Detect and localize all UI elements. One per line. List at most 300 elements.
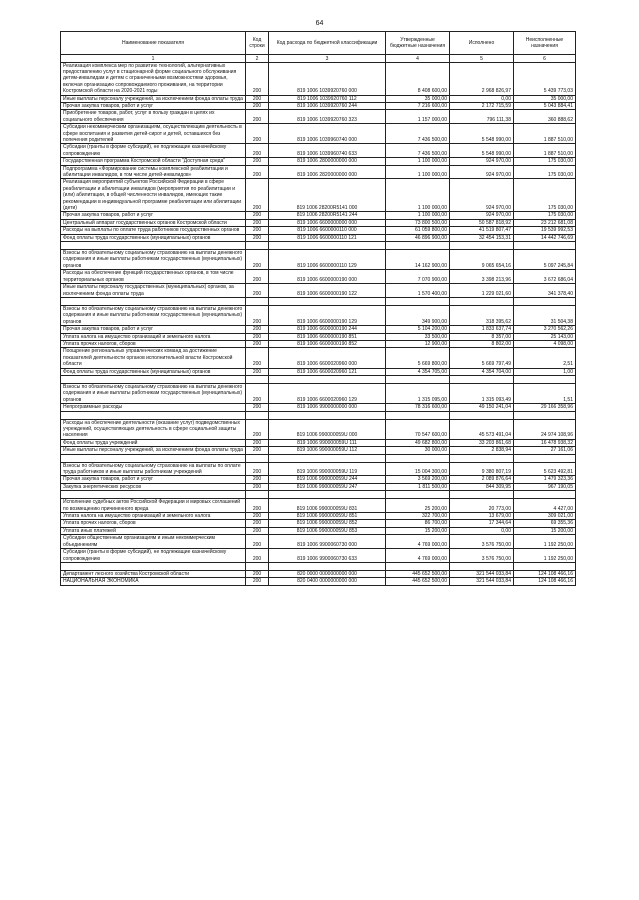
- table-row: [61, 242, 576, 250]
- row-line-code: 200: [246, 447, 269, 454]
- row-budget-code: 819 1006 1039920760 000: [269, 62, 386, 95]
- row-executed: [450, 562, 514, 570]
- table-row: [61, 297, 576, 305]
- row-budget-code: [269, 491, 386, 499]
- row-name: Центральный аппарат государственных органов Костромской области: [61, 219, 246, 226]
- row-budget-code: 819 1006 990000059U 247: [269, 483, 386, 490]
- row-budget-code: [269, 411, 386, 419]
- row-budget-code: 820 0000 0000000000 000: [269, 570, 386, 577]
- row-name: [61, 562, 246, 570]
- row-budget-code: 819 1006 990000059U 111: [269, 439, 386, 446]
- row-name: Уплата налога на имущество организаций и земельного налога: [61, 513, 246, 520]
- row-approved: 4 769 000,00: [386, 535, 450, 549]
- row-name: Прочая закупка товаров, работ и услуг: [61, 212, 246, 219]
- row-unexecuted: 19 539 992,53: [514, 227, 576, 234]
- row-name: Уплата налога на имущество организаций и земельного налога: [61, 333, 246, 340]
- table-row: [61, 520, 576, 527]
- row-line-code: 200: [246, 219, 269, 226]
- row-unexecuted: 5 097 245,84: [514, 250, 576, 270]
- row-executed: 0,00: [450, 95, 514, 102]
- row-name: [61, 491, 246, 499]
- table-row: [61, 549, 576, 563]
- row-approved: 1 100 000,00: [386, 165, 450, 179]
- row-line-code: 200: [246, 227, 269, 234]
- row-approved: 5 104 200,00: [386, 326, 450, 333]
- row-unexecuted: 124 108 466,16: [514, 570, 576, 577]
- table-row: [61, 570, 576, 577]
- row-approved: [386, 454, 450, 462]
- row-executed: 5 548 990,00: [450, 144, 514, 158]
- row-line-code: 200: [246, 462, 269, 476]
- table-row: [61, 305, 576, 325]
- row-approved: 1 570 400,00: [386, 284, 450, 298]
- column-number: 6: [514, 55, 576, 63]
- row-line-code: 200: [246, 549, 269, 563]
- table-row: [61, 144, 576, 158]
- row-approved: 14 162 900,00: [386, 250, 450, 270]
- table-row: [61, 562, 576, 570]
- row-approved: 7 436 500,00: [386, 144, 450, 158]
- row-executed: 924 970,00: [450, 158, 514, 165]
- row-unexecuted: 175 030,00: [514, 212, 576, 219]
- row-unexecuted: 5 623 492,81: [514, 462, 576, 476]
- row-executed: 33 203 861,68: [450, 439, 514, 446]
- table-body: [61, 62, 576, 585]
- table-row: [61, 535, 576, 549]
- column-number: 2: [246, 55, 269, 63]
- row-line-code: 200: [246, 368, 269, 375]
- row-name: Взносы по обязательному социальному страхованию на выплаты денежного содержания и иные выплаты работникам государственных (муниципальных) органов: [61, 305, 246, 325]
- row-approved: 5 669 800,00: [386, 348, 450, 368]
- table-row: [61, 212, 576, 219]
- row-unexecuted: 1 887 510,00: [514, 124, 576, 144]
- row-name: НАЦИОНАЛЬНАЯ ЭКОНОМИКА: [61, 578, 246, 585]
- row-line-code: [246, 454, 269, 462]
- row-approved: 25 200,00: [386, 499, 450, 513]
- row-executed: 41 519 807,47: [450, 227, 514, 234]
- row-approved: 35 000,00: [386, 95, 450, 102]
- row-name: [61, 297, 246, 305]
- row-unexecuted: 175 030,00: [514, 158, 576, 165]
- row-line-code: 200: [246, 535, 269, 549]
- row-name: Реализация мероприятий субъектов Российской Федерации в сфере реабилитации и абилитации инвалидов (мероприятия по реабилитации и (или) абилитации, в общей численности инвалидов, имеющих такие рекомендации в индивидуальной программе реабилитации или абилитации (дети): [61, 179, 246, 212]
- row-budget-code: 819 1006 6600000000 000: [269, 219, 386, 226]
- row-line-code: 200: [246, 179, 269, 212]
- row-executed: 844 309,95: [450, 483, 514, 490]
- header-line-code: Код строки: [246, 32, 269, 55]
- row-executed: 318 395,62: [450, 305, 514, 325]
- table-row: [61, 102, 576, 109]
- table-row: [61, 179, 576, 212]
- header-indicator-name: Наименование показателя: [61, 32, 246, 55]
- row-line-code: 200: [246, 527, 269, 534]
- page-number: 64: [315, 20, 324, 27]
- row-line-code: 200: [246, 165, 269, 179]
- row-name: Расходы на выплаты по оплате труда работников государственных органов: [61, 227, 246, 234]
- row-executed: 1 315 093,49: [450, 383, 514, 403]
- row-approved: 1 157 000,00: [386, 110, 450, 124]
- row-budget-code: 819 1006 6600020960 129: [269, 383, 386, 403]
- row-approved: 7 436 500,00: [386, 124, 450, 144]
- row-name: Взносы по обязательному социальному страхованию на выплаты по оплате труда работников и иные выплаты работникам учреждений: [61, 462, 246, 476]
- row-name: Уплата прочих налогов, сборов: [61, 520, 246, 527]
- row-budget-code: [269, 562, 386, 570]
- row-name: Субсидии (гранты в форме субсидий), не подлежащие казначейскому сопровождению: [61, 144, 246, 158]
- row-executed: 924 970,00: [450, 212, 514, 219]
- row-executed: 4 354 704,00: [450, 368, 514, 375]
- row-budget-code: [269, 297, 386, 305]
- row-line-code: 200: [246, 95, 269, 102]
- row-name: [61, 411, 246, 419]
- row-budget-code: 819 1006 6600000190 852: [269, 340, 386, 347]
- row-unexecuted: 14 442 746,69: [514, 234, 576, 241]
- row-executed: [450, 375, 514, 383]
- row-executed: 1 229 021,60: [450, 284, 514, 298]
- row-approved: 15 200,00: [386, 527, 450, 534]
- row-approved: 1 100 000,00: [386, 179, 450, 212]
- row-line-code: 200: [246, 476, 269, 483]
- row-line-code: 200: [246, 340, 269, 347]
- row-executed: 8 357,00: [450, 333, 514, 340]
- row-executed: 2 089 876,64: [450, 476, 514, 483]
- row-unexecuted: [514, 411, 576, 419]
- row-approved: 33 500,00: [386, 333, 450, 340]
- row-name: Закупка энергетических ресурсов: [61, 483, 246, 490]
- row-name: Взносы по обязательному социальному страхованию на выплаты денежного содержания и иные выплаты работникам государственных (муниципальных) органов: [61, 383, 246, 403]
- row-approved: 4 769 000,00: [386, 549, 450, 563]
- table-row: [61, 250, 576, 270]
- header-unexecuted: Неисполненные назначения: [514, 32, 576, 55]
- row-line-code: 200: [246, 383, 269, 403]
- row-budget-code: 819 1006 6600000110 000: [269, 227, 386, 234]
- table-row: [61, 333, 576, 340]
- row-approved: 322 700,00: [386, 513, 450, 520]
- row-unexecuted: 29 166 358,96: [514, 404, 576, 411]
- row-unexecuted: 124 108 466,16: [514, 578, 576, 585]
- table-row: [61, 483, 576, 490]
- row-name: Субсидии общественным организациям и иным некоммерческим объединениям: [61, 535, 246, 549]
- table-row: [61, 348, 576, 368]
- row-name: Прочая закупка товаров, работ и услуг: [61, 476, 246, 483]
- row-budget-code: 819 1006 28200R5141 244: [269, 212, 386, 219]
- row-line-code: 200: [246, 419, 269, 439]
- row-approved: 1 100 000,00: [386, 212, 450, 219]
- row-unexecuted: 3 672 686,04: [514, 270, 576, 284]
- row-name: Непрограммные расходы: [61, 404, 246, 411]
- row-approved: 1 811 500,00: [386, 483, 450, 490]
- row-unexecuted: 175 030,00: [514, 165, 576, 179]
- row-line-code: [246, 491, 269, 499]
- row-approved: [386, 297, 450, 305]
- row-budget-code: 819 1006 1039920760 323: [269, 110, 386, 124]
- table-row: [61, 95, 576, 102]
- row-approved: 49 682 800,00: [386, 439, 450, 446]
- header-budget-code: Код расхода по бюджетной классификации: [269, 32, 386, 55]
- row-line-code: 200: [246, 124, 269, 144]
- row-unexecuted: 31 504,38: [514, 305, 576, 325]
- row-approved: 349 900,00: [386, 305, 450, 325]
- row-budget-code: 819 1006 9900000000 000: [269, 404, 386, 411]
- row-unexecuted: [514, 454, 576, 462]
- row-unexecuted: 69 355,36: [514, 520, 576, 527]
- table-row: [61, 411, 576, 419]
- row-approved: [386, 375, 450, 383]
- row-approved: 1 100 000,00: [386, 158, 450, 165]
- row-budget-code: 819 1006 990000059U 000: [269, 419, 386, 439]
- table-header-row: [61, 32, 576, 55]
- row-unexecuted: 1 192 250,00: [514, 535, 576, 549]
- row-executed: 3 576 750,00: [450, 549, 514, 563]
- row-unexecuted: 309 021,00: [514, 513, 576, 520]
- row-executed: 2 838,94: [450, 447, 514, 454]
- row-budget-code: 819 1006 990000059U 244: [269, 476, 386, 483]
- row-unexecuted: 967 190,05: [514, 483, 576, 490]
- table-row: [61, 383, 576, 403]
- column-number: 1: [61, 55, 246, 63]
- row-line-code: 200: [246, 483, 269, 490]
- row-line-code: [246, 411, 269, 419]
- row-approved: [386, 491, 450, 499]
- row-line-code: 200: [246, 326, 269, 333]
- row-executed: 20 773,00: [450, 499, 514, 513]
- row-unexecuted: 341 378,40: [514, 284, 576, 298]
- row-name: Государственная программа Костромской области "Доступная среда": [61, 158, 246, 165]
- row-line-code: 200: [246, 439, 269, 446]
- row-line-code: 200: [246, 102, 269, 109]
- row-budget-code: 820 0400 0000000000 000: [269, 578, 386, 585]
- table-row: [61, 527, 576, 534]
- row-executed: 8 802,00: [450, 340, 514, 347]
- row-executed: 45 573 491,04: [450, 419, 514, 439]
- row-executed: 924 970,00: [450, 179, 514, 212]
- row-budget-code: 819 1006 6600000190 851: [269, 333, 386, 340]
- row-line-code: 200: [246, 234, 269, 241]
- row-unexecuted: 1 479 323,36: [514, 476, 576, 483]
- row-budget-code: 819 1006 6600020960 000: [269, 348, 386, 368]
- row-name: Фонд оплаты труда государственных (муниципальных) органов: [61, 368, 246, 375]
- row-budget-code: 819 1006 990000059U 851: [269, 513, 386, 520]
- column-number: 4: [386, 55, 450, 63]
- row-name: Уплата иных платежей: [61, 527, 246, 534]
- row-budget-code: 819 1006 6600000190 122: [269, 284, 386, 298]
- row-budget-code: 819 1006 6600000190 000: [269, 270, 386, 284]
- row-name: [61, 375, 246, 383]
- row-executed: 5 548 990,00: [450, 124, 514, 144]
- row-approved: 8 408 600,00: [386, 62, 450, 95]
- table-row: [61, 578, 576, 585]
- row-budget-code: 819 1006 1039920760 112: [269, 95, 386, 102]
- row-line-code: [246, 297, 269, 305]
- table-row: [61, 513, 576, 520]
- row-executed: 3 398 213,96: [450, 270, 514, 284]
- table-row: [61, 375, 576, 383]
- row-approved: 1 315 095,00: [386, 383, 450, 403]
- table-row: [61, 110, 576, 124]
- row-line-code: 200: [246, 144, 269, 158]
- row-budget-code: 819 1006 990000059U 852: [269, 520, 386, 527]
- row-executed: 0,00: [450, 527, 514, 534]
- row-approved: 12 900,00: [386, 340, 450, 347]
- row-budget-code: 819 1006 2800000000 000: [269, 158, 386, 165]
- row-executed: 796 111,38: [450, 110, 514, 124]
- row-name: Приобретение товаров, работ, услуг в пользу граждан в целях их социального обеспечения: [61, 110, 246, 124]
- row-budget-code: [269, 242, 386, 250]
- row-name: Фонд оплаты труда государственных (муниципальных) органов: [61, 234, 246, 241]
- row-budget-code: 819 1006 6600020960 121: [269, 368, 386, 375]
- table-row: [61, 476, 576, 483]
- row-line-code: [246, 562, 269, 570]
- table-row: [61, 158, 576, 165]
- header-approved: Утвержденные бюджетные назначения: [386, 32, 450, 55]
- table-row: [61, 491, 576, 499]
- row-budget-code: 819 1006 990000059U 112: [269, 447, 386, 454]
- row-approved: 445 652 500,00: [386, 578, 450, 585]
- row-unexecuted: 1,00: [514, 368, 576, 375]
- table-row: [61, 284, 576, 298]
- row-budget-code: 819 1006 6600000110 121: [269, 234, 386, 241]
- row-name: [61, 242, 246, 250]
- row-name: Субсидии некоммерческим организациям, осуществляющим деятельность в сфере воспитания и развития детей-сирот и детей, оставшихся без попечения родителей: [61, 124, 246, 144]
- row-unexecuted: 5 439 773,03: [514, 62, 576, 95]
- table-row: [61, 234, 576, 241]
- table-row: [61, 165, 576, 179]
- budget-execution-table: [60, 31, 576, 586]
- row-name: Реализация комплекса мер по развитию технологий, альтернативных предоставлению услуг в стационарной форме социального обслуживания детям-инвалидам и детям с ограниченными возможностями здоровья, включая организацию сопровождаемого проживания, на территории Костромской области на 2020-2021 годы: [61, 62, 246, 95]
- row-executed: 9 380 807,19: [450, 462, 514, 476]
- row-approved: 30 000,00: [386, 447, 450, 454]
- row-budget-code: 819 1006 2820000000 000: [269, 165, 386, 179]
- row-budget-code: [269, 454, 386, 462]
- row-name: Иные выплаты персоналу учреждений, за исключением фонда оплаты труда: [61, 447, 246, 454]
- row-approved: 15 004 300,00: [386, 462, 450, 476]
- row-approved: 73 800 500,00: [386, 219, 450, 226]
- row-unexecuted: 3 270 562,26: [514, 326, 576, 333]
- table-row: [61, 404, 576, 411]
- row-name: [61, 454, 246, 462]
- row-line-code: 200: [246, 348, 269, 368]
- row-executed: 32 454 153,31: [450, 234, 514, 241]
- table-row: [61, 462, 576, 476]
- table-row: [61, 499, 576, 513]
- row-line-code: 200: [246, 499, 269, 513]
- table-row: [61, 124, 576, 144]
- row-unexecuted: 24 974 108,96: [514, 419, 576, 439]
- column-number: 3: [269, 55, 386, 63]
- row-unexecuted: [514, 375, 576, 383]
- row-executed: 3 576 750,00: [450, 535, 514, 549]
- row-executed: 1 833 637,74: [450, 326, 514, 333]
- table-row: [61, 419, 576, 439]
- table-row: [61, 219, 576, 226]
- row-name: Иные выплаты персоналу государственных (муниципальных) органов, за исключением фонда оплаты труда: [61, 284, 246, 298]
- column-number: 5: [450, 55, 514, 63]
- table-row: [61, 62, 576, 95]
- row-approved: 46 896 900,00: [386, 234, 450, 241]
- row-budget-code: 819 1006 9900060730 633: [269, 549, 386, 563]
- row-budget-code: 819 1006 6600000190 244: [269, 326, 386, 333]
- table-row: [61, 340, 576, 347]
- row-line-code: [246, 375, 269, 383]
- row-approved: 7 070 900,00: [386, 270, 450, 284]
- row-unexecuted: 27 161,06: [514, 447, 576, 454]
- row-name: Поощрение региональных управленческих команд за достижение показателей деятельности органов исполнительной власти Костромской области: [61, 348, 246, 368]
- row-unexecuted: [514, 297, 576, 305]
- row-unexecuted: 25 143,00: [514, 333, 576, 340]
- row-approved: 7 216 600,00: [386, 102, 450, 109]
- row-unexecuted: 1,51: [514, 383, 576, 403]
- row-unexecuted: 4 098,00: [514, 340, 576, 347]
- row-line-code: 200: [246, 158, 269, 165]
- row-name: Иные выплаты персоналу учреждений, за исключением фонда оплаты труда: [61, 95, 246, 102]
- table-row: [61, 270, 576, 284]
- row-approved: [386, 562, 450, 570]
- row-unexecuted: 15 200,00: [514, 527, 576, 534]
- table-row: [61, 439, 576, 446]
- row-unexecuted: 5 043 884,41: [514, 102, 576, 109]
- column-number-row: [61, 55, 576, 63]
- row-unexecuted: 1 887 510,00: [514, 144, 576, 158]
- row-name: Исполнение судебных актов Российской Федерации и мировых соглашений по возмещению причиненного вреда: [61, 499, 246, 513]
- row-executed: 5 669 797,49: [450, 348, 514, 368]
- row-line-code: 200: [246, 250, 269, 270]
- table-row: [61, 454, 576, 462]
- row-unexecuted: 1 192 250,00: [514, 549, 576, 563]
- row-budget-code: 819 1006 990000059U 119: [269, 462, 386, 476]
- row-budget-code: 819 1006 28200R5141 000: [269, 179, 386, 212]
- row-approved: [386, 242, 450, 250]
- header-executed: Исполнено: [450, 32, 514, 55]
- row-line-code: 200: [246, 110, 269, 124]
- row-line-code: 200: [246, 284, 269, 298]
- row-line-code: 200: [246, 570, 269, 577]
- row-approved: 78 316 600,00: [386, 404, 450, 411]
- row-line-code: 200: [246, 333, 269, 340]
- row-executed: [450, 242, 514, 250]
- table-row: [61, 368, 576, 375]
- row-executed: [450, 297, 514, 305]
- row-executed: [450, 411, 514, 419]
- row-unexecuted: 23 212 681,08: [514, 219, 576, 226]
- row-line-code: 200: [246, 520, 269, 527]
- row-name: Прочая закупка товаров, работ и услуг: [61, 326, 246, 333]
- row-executed: 2 968 826,97: [450, 62, 514, 95]
- row-approved: [386, 411, 450, 419]
- row-line-code: 200: [246, 305, 269, 325]
- row-unexecuted: [514, 242, 576, 250]
- row-line-code: 200: [246, 62, 269, 95]
- row-executed: 2 172 715,59: [450, 102, 514, 109]
- row-name: Уплата прочих налогов, сборов: [61, 340, 246, 347]
- row-unexecuted: [514, 491, 576, 499]
- row-approved: 61 059 800,00: [386, 227, 450, 234]
- row-name: Субсидии (гранты в форме субсидий), не подлежащие казначейскому сопровождению: [61, 549, 246, 563]
- row-executed: 49 150 241,04: [450, 404, 514, 411]
- row-budget-code: 819 1006 6600000110 129: [269, 250, 386, 270]
- row-executed: 321 544 033,84: [450, 578, 514, 585]
- row-line-code: 200: [246, 404, 269, 411]
- row-unexecuted: 2,51: [514, 348, 576, 368]
- row-name: Взносы по обязательному социальному страхованию на выплаты денежного содержания и иные выплаты работникам государственных (муниципальных) органов: [61, 250, 246, 270]
- row-executed: [450, 491, 514, 499]
- row-approved: 4 354 705,00: [386, 368, 450, 375]
- row-line-code: 200: [246, 513, 269, 520]
- row-unexecuted: 360 888,62: [514, 110, 576, 124]
- row-name: Фонд оплаты труда учреждений: [61, 439, 246, 446]
- row-approved: 70 547 600,00: [386, 419, 450, 439]
- row-budget-code: 819 1006 1039920760 244: [269, 102, 386, 109]
- row-name: Расходы на обеспечение функций государственных органов, в том числе территориальных органов: [61, 270, 246, 284]
- table-row: [61, 326, 576, 333]
